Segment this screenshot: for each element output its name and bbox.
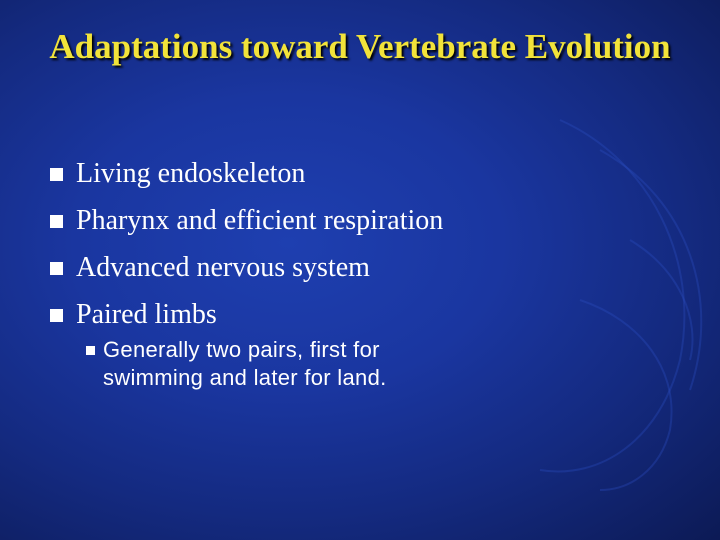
sub-bullet-list	[86, 336, 466, 392]
square-bullet-icon	[86, 346, 95, 355]
bullet-text: Advanced nervous system	[76, 252, 370, 283]
list-item	[50, 150, 443, 197]
square-bullet-icon	[50, 168, 63, 181]
bullet-list	[50, 150, 443, 338]
square-bullet-icon	[50, 262, 63, 275]
bullet-text: Pharynx and efficient respiration	[76, 205, 444, 236]
square-bullet-icon	[50, 309, 63, 322]
sub-bullet-text: Generally two pairs, first for swimming and later for land.	[103, 337, 387, 390]
list-item	[50, 197, 443, 244]
list-item	[50, 291, 443, 338]
sub-list-item	[86, 336, 466, 392]
slide-title: Adaptations toward Vertebrate Evolution	[49, 27, 671, 66]
list-item	[50, 244, 443, 291]
square-bullet-icon	[50, 215, 63, 228]
bullet-text: Living endoskeleton	[76, 158, 306, 189]
bullet-text: Paired limbs	[76, 299, 217, 330]
